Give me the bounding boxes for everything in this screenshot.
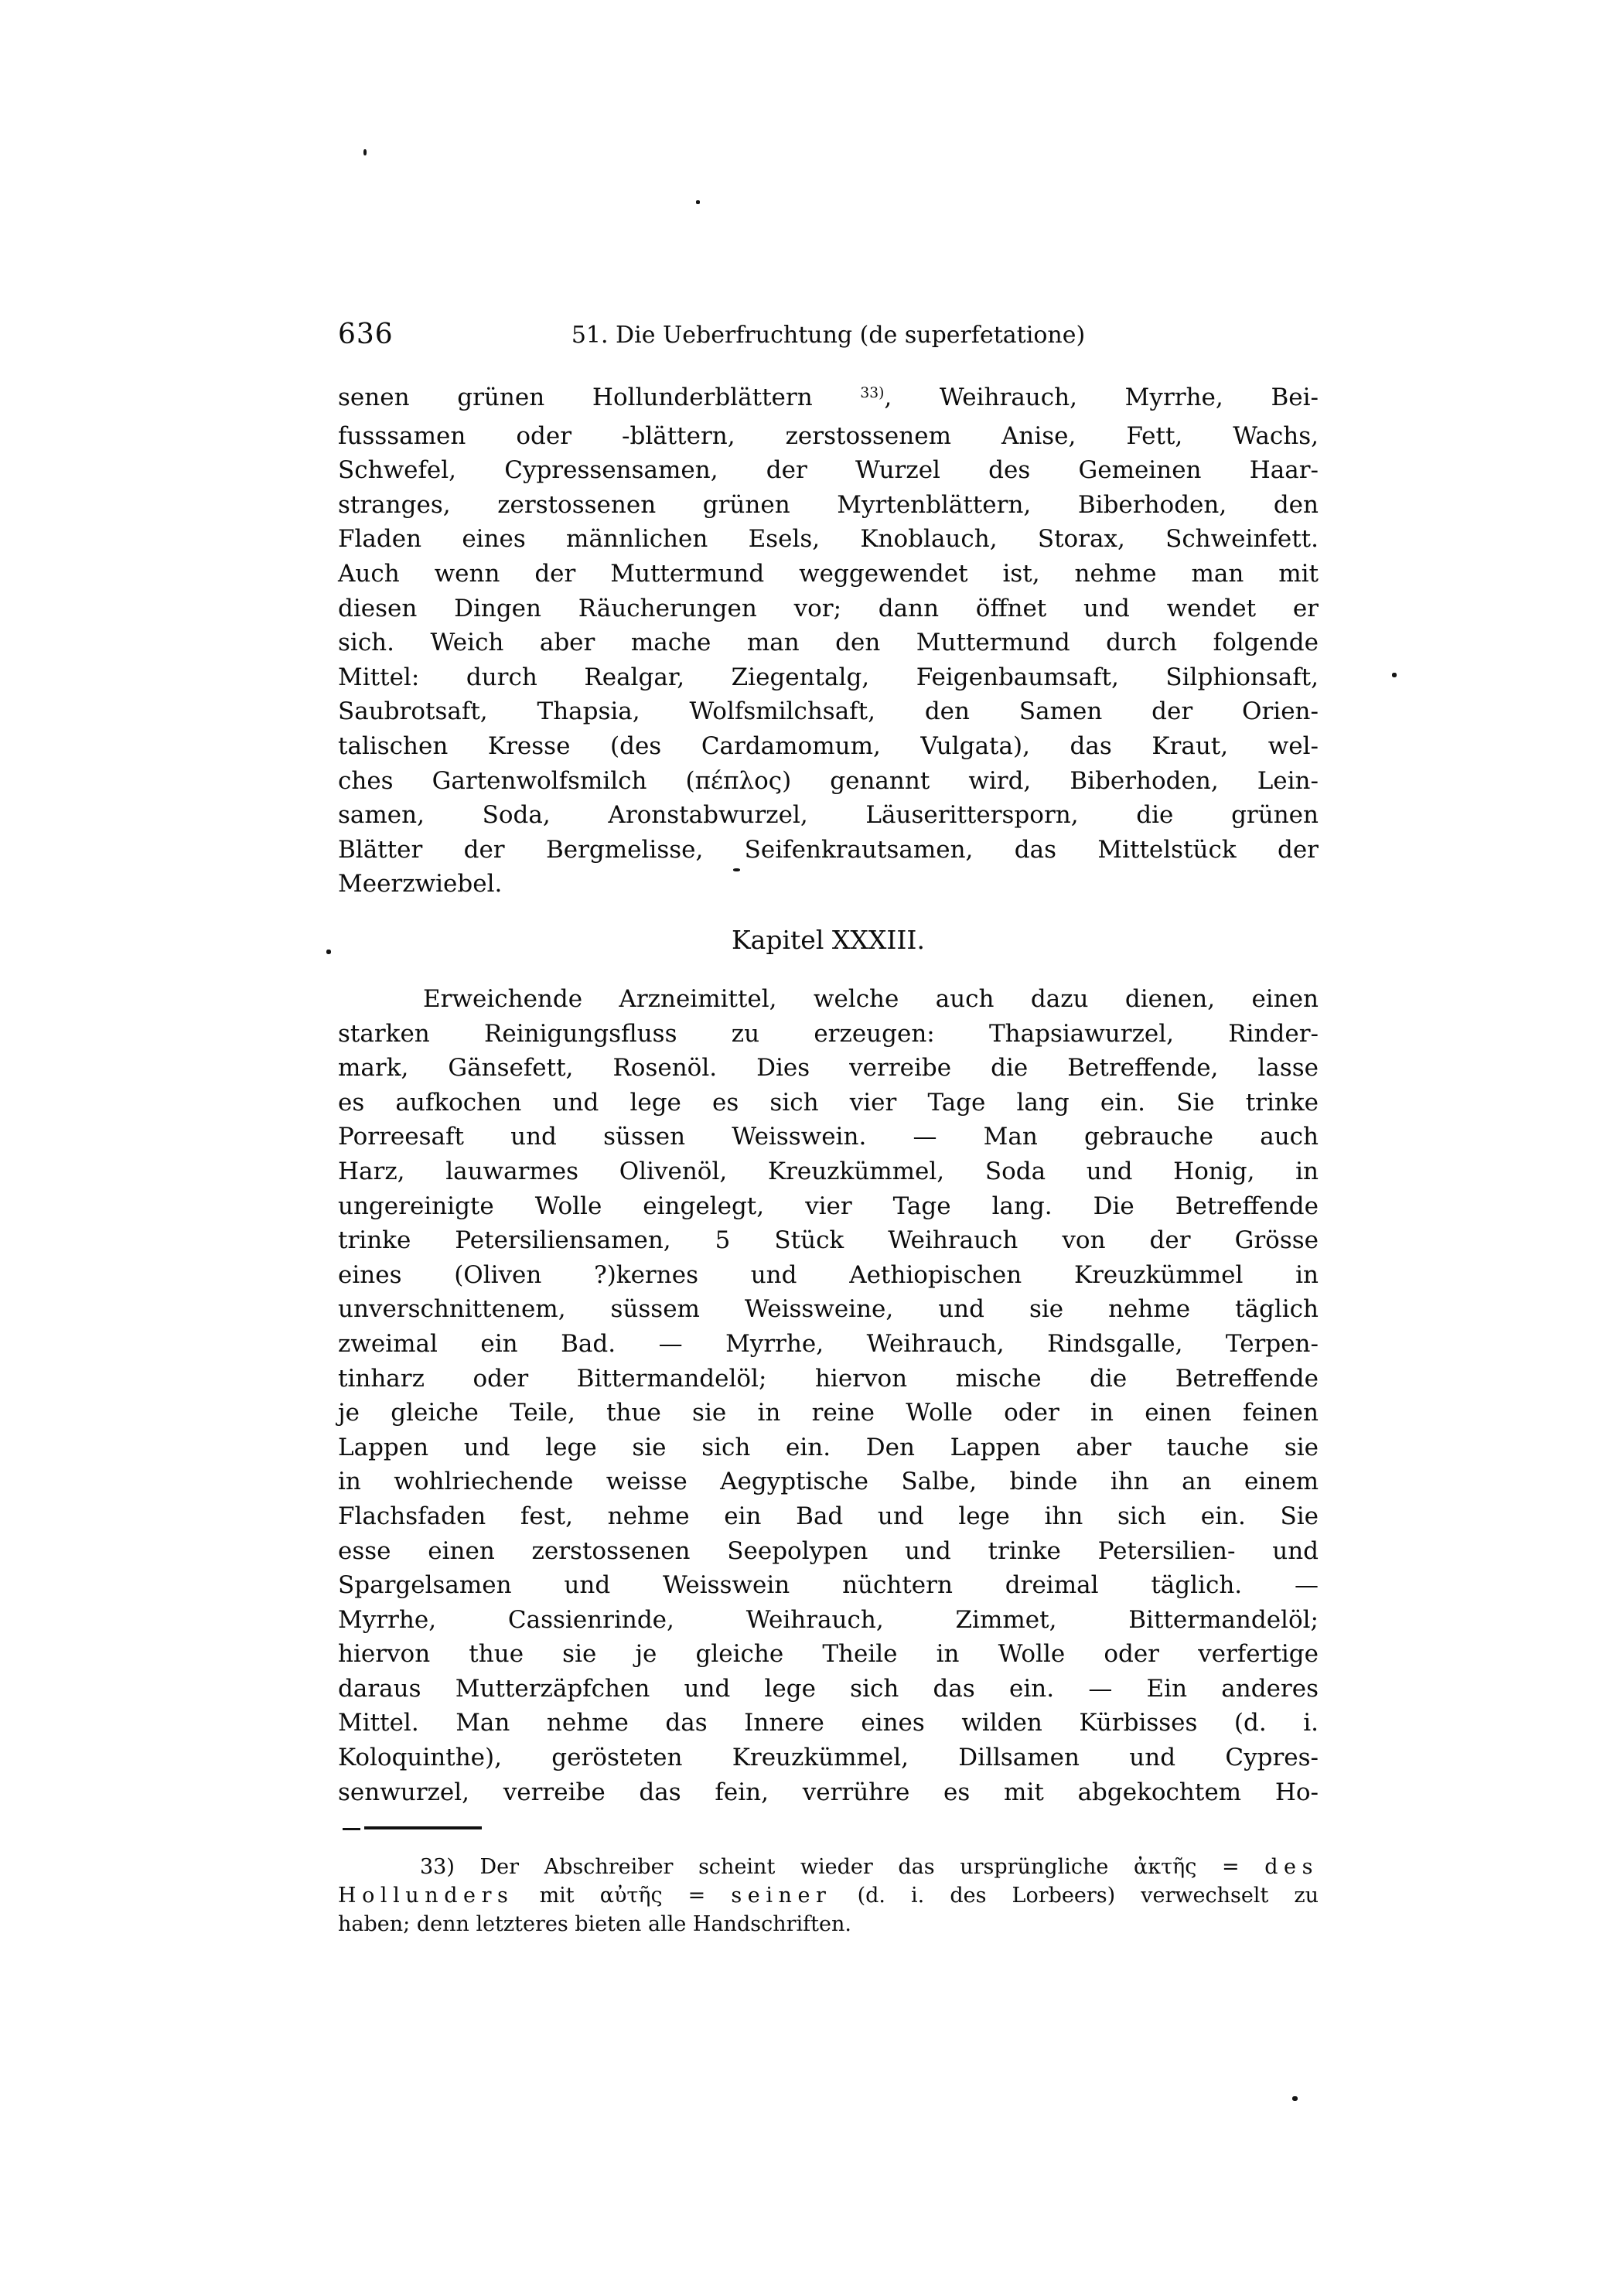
- text-segment: 33) Der Abschreiber scheint wieder das ursprüngliche ἀκτῆς =: [420, 1855, 1240, 1879]
- text-line: Spargelsamen und Weisswein nüchtern dreimal täglich. —: [338, 1571, 1319, 1600]
- text-line: in wohlriechende weisse Aegyptische Salbe, binde ihn an einem: [338, 1468, 1319, 1496]
- scan-speck: [696, 200, 700, 204]
- footnote-rule: [343, 1828, 360, 1830]
- scan-speck: [326, 950, 331, 954]
- text-segment-spaced: des: [1264, 1855, 1319, 1879]
- text-segment: mit αὐτῆς =: [539, 1884, 706, 1908]
- text-line: eines (Oliven ?)kernes und Aethiopischen Kreuzkümmel in: [338, 1260, 1319, 1289]
- text-line: Schwefel, Cypressensamen, der Wurzel des Gemeinen Haar-: [338, 456, 1319, 485]
- running-header: [338, 319, 1319, 356]
- text-line: mark, Gänsefett, Rosenöl. Dies verreibe die Betreffende, lasse: [338, 1054, 1319, 1083]
- footnote-rule: [364, 1826, 482, 1829]
- text-segment: (d. i. des Lorbeers) verwechselt zu: [857, 1884, 1319, 1908]
- text-line: daraus Mutterzäpfchen und lege sich das ein. — Ein anderes: [338, 1674, 1319, 1703]
- chapter-heading: Kapitel XXXIII.: [732, 925, 925, 955]
- text-line: Flachsfaden fest, nehme ein Bad und lege ihn sich ein. Sie: [338, 1502, 1319, 1530]
- text-line: tinharz oder Bittermandelöl; hiervon mische die Betreffende: [338, 1364, 1319, 1393]
- text-line: Erweichende Arzneimittel, welche auch dazu dienen, einen: [423, 985, 1319, 1013]
- text-line: sich. Weich aber mache man den Muttermund durch folgende: [338, 629, 1319, 657]
- text-line: zweimal ein Bad. — Myrrhe, Weihrauch, Rindsgalle, Terpen-: [338, 1329, 1319, 1358]
- text-line: esse einen zerstossenen Seepolypen und trinke Petersilien- und: [338, 1536, 1319, 1565]
- text-line: Lappen und lege sie sich ein. Den Lappen aber tauche sie: [338, 1433, 1319, 1461]
- text-line: fusssamen oder -blättern, zerstossenem Anise, Fett, Wachs,: [338, 421, 1319, 450]
- text-line: es aufkochen und lege es sich vier Tage lang ein. Sie trinke: [338, 1088, 1319, 1117]
- text-line: stranges, zerstossenen grünen Myrtenblättern, Biberhoden, den: [338, 490, 1319, 519]
- text-line: starken Reinigungsfluss zu erzeugen: Thapsiawurzel, Rinder-: [338, 1019, 1319, 1048]
- text-line: [338, 380, 1319, 419]
- text-line: Myrrhe, Cassienrinde, Weihrauch, Zimmet, Bittermandelöl;: [338, 1605, 1319, 1634]
- paragraph-2: [338, 982, 1319, 1809]
- scan-speck: [1392, 673, 1397, 677]
- text-line: talischen Kresse (des Cardamomum, Vulgata), das Kraut, wel-: [338, 731, 1319, 760]
- text-line: Saubrotsaft, Thapsia, Wolfsmilchsaft, den Samen der Orien-: [338, 697, 1319, 726]
- page-number: 636: [338, 319, 394, 350]
- footnote-line: [338, 1853, 1319, 1881]
- text-line: Blätter der Bergmelisse, Seifenkrautsamen, das Mittelstück der: [338, 835, 1319, 864]
- text-line: senwurzel, verreibe das fein, verrühre es mit abgekochtem Ho-: [338, 1778, 1319, 1806]
- text-line: ungereinigte Wolle eingelegt, vier Tage lang. Die Betreffende: [338, 1192, 1319, 1220]
- running-header-title: 51. Die Ueberfruchtung (de superfetatione): [571, 322, 1086, 349]
- text-line: Auch wenn der Muttermund weggewendet ist, nehme man mit: [338, 559, 1319, 588]
- text-line: Mittel. Man nehme das Innere eines wilden Kürbisses (d. i.: [338, 1709, 1319, 1737]
- text-line: hiervon thue sie je gleiche Theile in Wolle oder verfertige: [338, 1640, 1319, 1669]
- text-line: samen, Soda, Aronstabwurzel, Läuserittersporn, die grünen: [338, 801, 1319, 830]
- text-line: ches Gartenwolfsmilch (πέπλος) genannt wird, Biberhoden, Lein-: [338, 766, 1319, 795]
- text-segment-spaced: seiner: [731, 1884, 832, 1908]
- text-segment-spaced: Hollunders: [338, 1884, 514, 1908]
- text-line: Meerzwiebel.: [338, 870, 503, 898]
- text-line: Mittel: durch Realgar, Ziegentalg, Feigenbaumsaft, Silphionsaft,: [338, 663, 1319, 691]
- text-line: Harz, lauwarmes Olivenöl, Kreuzkümmel, Soda und Honig, in: [338, 1157, 1319, 1185]
- text-line: je gleiche Teile, thue sie in reine Wolle oder in einen feinen: [338, 1399, 1319, 1427]
- paragraph-1: [338, 380, 1319, 902]
- text-line: Porreesaft und süssen Weisswein. — Man gebrauche auch: [338, 1123, 1319, 1151]
- text-line: Fladen eines männlichen Esels, Knoblauch, Storax, Schweinfett.: [338, 525, 1319, 554]
- scan-speck: [363, 149, 367, 155]
- text-line: diesen Dingen Räucherungen vor; dann öffnet und wendet er: [338, 594, 1319, 622]
- text-line: unverschnittenem, süssem Weissweine, und sie nehme täglich: [338, 1295, 1319, 1324]
- footnote-marker: 33): [860, 384, 885, 401]
- scan-speck: [1292, 2096, 1298, 2101]
- text-line: Koloquinthe), gerösteten Kreuzkümmel, Dillsamen und Cypres-: [338, 1744, 1319, 1772]
- text-segment: , Weihrauch, Myrrhe, Bei-: [884, 384, 1319, 411]
- footnote: [338, 1853, 1319, 1939]
- scan-speck: [733, 868, 740, 871]
- text-line: trinke Petersiliensamen, 5 Stück Weihrauch von der Grösse: [338, 1226, 1319, 1255]
- text-segment: senen grünen Hollunderblättern: [338, 384, 813, 411]
- footnote-line: haben; denn letzteres bieten alle Handschriften.: [338, 1912, 851, 1937]
- footnote-line: [338, 1881, 1319, 1910]
